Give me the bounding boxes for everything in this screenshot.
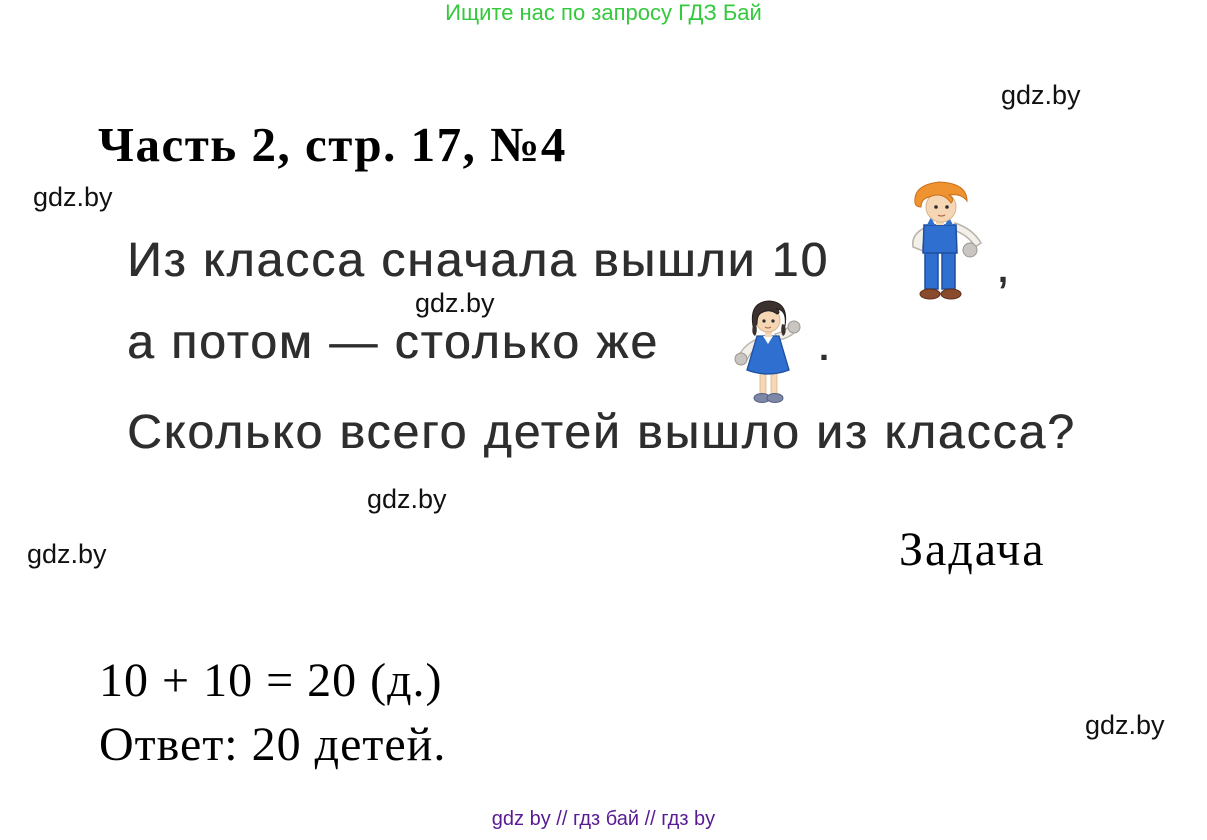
problem-question: Сколько всего детей вышло из класса? xyxy=(127,406,1076,459)
top-banner: Ищите нас по запросу ГДЗ Бай xyxy=(445,0,762,25)
watermark-middle-upper: gdz.by xyxy=(415,288,495,318)
task-label: Задача xyxy=(899,523,1046,576)
solution-answer: Ответ: 20 детей. xyxy=(99,718,447,771)
problem-line-2-punctuation: . xyxy=(817,318,833,371)
boy-icon xyxy=(891,177,991,303)
problem-line-2: а потом — столько же xyxy=(127,316,659,369)
schoolgirl-illustration xyxy=(727,296,812,406)
footer-text: gdz by // гдз бай // гдз by xyxy=(491,808,716,830)
watermark-middle-lower: gdz.by xyxy=(367,484,447,514)
watermark-top-right: gdz.by xyxy=(1001,80,1081,110)
watermark-left-lower: gdz.by xyxy=(27,539,107,569)
solution-equation: 10 + 10 = 20 (д.) xyxy=(99,654,443,707)
page-title: Часть 2, стр. 17, №4 xyxy=(98,117,567,172)
schoolboy-illustration xyxy=(891,177,991,303)
problem-line-1-punctuation: , xyxy=(996,240,1012,293)
watermark-left-upper: gdz.by xyxy=(33,182,113,212)
problem-line-1: Из класса сначала вышли 10 xyxy=(127,234,830,287)
watermark-right-lower: gdz.by xyxy=(1085,710,1165,740)
girl-icon xyxy=(727,296,812,406)
